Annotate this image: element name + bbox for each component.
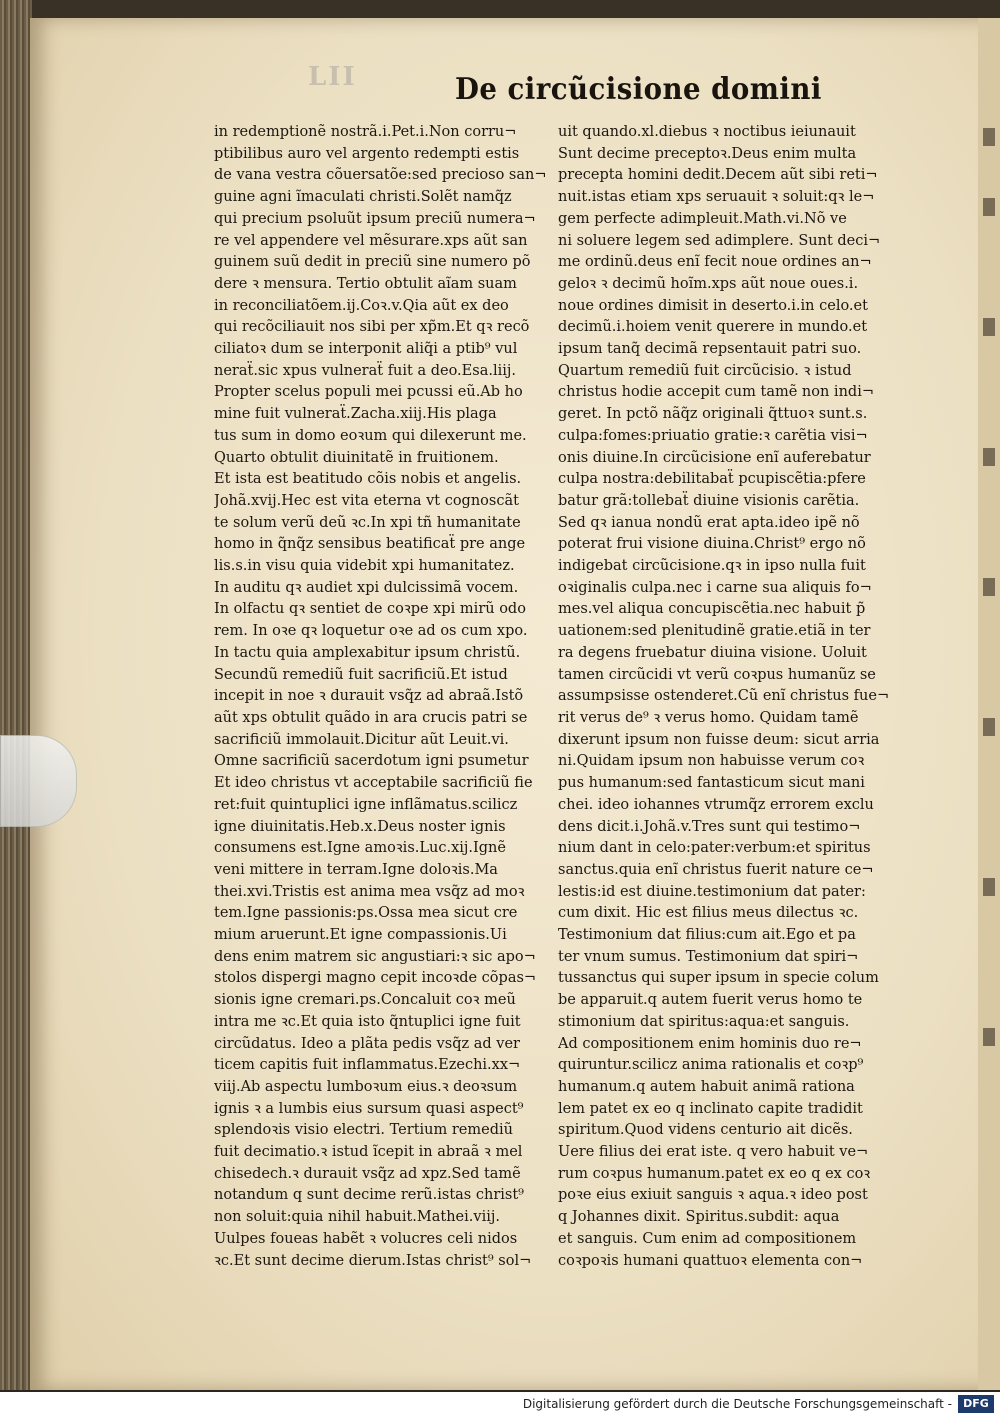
text-line: culpa nostra:debilitabaẗ pcupiscẽtia:pfere	[558, 471, 866, 488]
text-line: Quarto obtulit diuinitatẽ in fruitionem.	[214, 449, 499, 466]
text-line: dens dicit.i.Johã.v.Tres sunt qui testimo¬	[558, 818, 861, 835]
text-line: et sanguis. Cum enim ad compositionem	[558, 1230, 857, 1247]
text-line: intra me ꝛc.Et quia isto q̃ntuplici igne fuit	[214, 1013, 521, 1030]
text-line: assumpsisse ostenderet.Cũ enĩ christus fue¬	[558, 688, 890, 705]
text-line: sanctus.quia enĩ christus fuerit nature ce¬	[558, 861, 874, 878]
text-line: ipsum tanq̃ decimã repsentauit patri suo.	[558, 341, 862, 358]
text-line: Sunt decime preceptoꝛ.Deus enim multa	[558, 145, 857, 162]
text-line: cum dixit. Hic est filius meus dilectus ꝛc.	[558, 905, 859, 922]
text-line: mium aruerunt.Et igne compassionis.Ui	[214, 927, 507, 944]
text-line: thei.xvi.Tristis est anima mea vsq̃z ad moꝛ	[214, 883, 525, 900]
text-line: poterat frui visione diuina.Christ⁹ ergo nõ	[558, 536, 866, 553]
left-column	[214, 122, 574, 1272]
text-line: rem. In oꝛe qꝛ loquetur oꝛe ad os cum xpo.	[214, 623, 528, 640]
text-line: tussanctus qui super ipsum in specie colum	[558, 970, 879, 987]
text-line: In olfactu qꝛ sentiet de coꝛpe xpi mirũ odo	[214, 601, 526, 618]
text-line: aũt xps obtulit quãdo in ara crucis patri se	[214, 709, 528, 726]
text-line: guinem suũ dedit in preciũ sine numero põ	[214, 254, 531, 271]
text-line: batur grã:tollebaẗ diuine visionis carẽtia.	[558, 492, 860, 509]
text-line: circũdatus. Ideo a plãta pedis vsq̃z ad ver	[214, 1035, 520, 1052]
text-line: oꝛiginalis culpa.nec i carne sua aliquis fo¬	[558, 579, 872, 596]
text-line: ꝛc.Et sunt decime dierum.Istas christ⁹ sol¬	[214, 1252, 532, 1269]
text-line: ticem capitis fuit inflammatus.Ezechi.xx¬	[214, 1057, 521, 1074]
text-line: dens enim matrem sic angustiari:ꝛ sic apo¬	[214, 948, 536, 965]
text-line: Secundũ remediũ fuit sacrificiũ.Et istud	[214, 666, 508, 683]
text-line: ra degens fruebatur diuina visione. Uoluit	[558, 644, 867, 661]
text-line: Omne sacrificiũ sacerdotum igni psumetur	[214, 753, 529, 770]
text-line: ciliatoꝛ dum se interponit aliq̃i a ptib⁹ vul	[214, 341, 518, 358]
text-line: notandum q sunt decime rerũ.istas christ⁹	[214, 1187, 524, 1204]
text-line: In tactu quia amplexabitur ipsum christũ.	[214, 644, 521, 661]
text-line: onis diuine.In circũcisione enĩ auferebatur	[558, 449, 871, 466]
text-line: consumens est.Igne amoꝛis.Luc.xij.Ignẽ	[214, 840, 506, 857]
text-line: nium dant in celo:pater:verbum:et spiritus	[558, 840, 871, 857]
text-line: Et ista est beatitudo cõis nobis et angelis.	[214, 471, 522, 488]
text-line: tamen circũcidi vt verũ coꝛpus humanũz se	[558, 666, 876, 683]
text-line: be apparuit.q autem fuerit verus homo te	[558, 992, 863, 1009]
text-line: culpa:fomes:priuatio gratie:ꝛ carẽtia visi¬	[558, 427, 868, 444]
text-line: uationem:sed plenitudinẽ gratie.etiã in ter	[558, 623, 871, 640]
text-line: te solum verũ deũ ꝛc.In xpi tñ humanitate	[214, 514, 521, 531]
book-edge	[0, 0, 32, 1390]
text-line: gem perfecte adimpleuit.Math.vi.Nõ ve	[558, 210, 847, 227]
text-line: fuit decimatio.ꝛ istud ĩcepit in abraã ꝛ mel	[214, 1144, 523, 1161]
text-line: ret:fuit quintuplici igne inflãmatus.scilicz	[214, 796, 518, 813]
text-line: decimũ.i.hoiem venit querere in mundo.et	[558, 319, 868, 336]
text-line: ignis ꝛ a lumbis eius sursum quasi aspect⁹	[214, 1100, 524, 1117]
right-column	[558, 122, 903, 1272]
text-line: sionis igne cremari.ps.Concaluit coꝛ meũ	[214, 992, 516, 1009]
text-line: Ad compositionem enim hominis duo re¬	[558, 1035, 862, 1052]
text-line: neraẗ.sic xpus vulneraẗ fuit a deo.Esa.liij.	[214, 362, 516, 379]
text-line: re vel appendere vel mẽsurare.xps aũt san	[214, 232, 528, 249]
text-line: noue ordines dimisit in deserto.i.in celo.et	[558, 297, 868, 314]
text-line: stimonium dat spiritus:aqua:et sanguis.	[558, 1013, 850, 1030]
text-line: ter vnum sumus. Testimonium dat spiri¬	[558, 948, 859, 965]
text-line: mine fuit vulneraẗ.Zacha.xiij.His plaga	[214, 406, 497, 423]
text-line: Propter scelus populi mei pcussi eũ.Ab ho	[214, 384, 523, 401]
text-line: in reconciliatõem.ij.Coꝛ.v.Qia aũt ex deo	[214, 297, 509, 314]
text-line: q Johannes dixit. Spiritus.subdit: aqua	[558, 1209, 840, 1226]
running-head: De circũcisione domini	[455, 72, 822, 107]
text-line: non soluit:quia nihil habuit.Mathei.viij.	[214, 1209, 500, 1226]
text-line: Uere filius dei erat iste. q vero habuit ve¬	[558, 1144, 869, 1161]
text-line: quiruntur.scilicz anima rationalis et coꝛp⁹	[558, 1057, 864, 1074]
text-line: nuit.istas etiam xps seruauit ꝛ soluit:qꝛ le¬	[558, 189, 875, 206]
text-line: qui recõciliauit nos sibi per xp̃m.Et qꝛ recõ	[214, 319, 530, 336]
text-line: tus sum in domo eoꝛum qui dilexerunt me.	[214, 427, 527, 444]
text-line: stolos dispergi magno cepit incoꝛde cõpas¬	[214, 970, 537, 987]
facing-page-edge	[978, 18, 1000, 1390]
text-line: Sed qꝛ ianua nondũ erat apta.ideo ipẽ nõ	[558, 514, 860, 531]
text-line: coꝛpoꝛis humani quattuoꝛ elementa con¬	[558, 1252, 863, 1269]
text-line: qui precium psoluũt ipsum preciũ numera¬	[214, 210, 536, 227]
text-line: chisedech.ꝛ durauit vsq̃z ad xpz.Sed tamẽ	[214, 1165, 521, 1182]
ghost-folio: LII	[308, 62, 357, 92]
text-line: sacrificiũ immolauit.Dicitur aũt Leuit.vi.	[214, 731, 509, 748]
text-line: poꝛe eius exiuit sanguis ꝛ aqua.ꝛ ideo post	[558, 1187, 868, 1204]
text-line: in redemptionẽ nostrã.i.Pet.i.Non corru¬	[214, 124, 517, 140]
text-line: guine agni ĩmaculati christi.Solẽt namq̃z	[214, 189, 512, 206]
text-line: pus humanum:sed fantasticum sicut mani	[558, 775, 865, 792]
text-line: Quartum remediũ fuit circũcisio. ꝛ istud	[558, 362, 852, 379]
text-line: In auditu qꝛ audiet xpi dulcissimã vocem.	[214, 579, 519, 596]
text-line: rum coꝛpus humanum.patet ex eo q ex coꝛ	[558, 1165, 871, 1182]
footer-bar	[0, 1392, 1000, 1418]
text-line: mes.vel aliqua concupiscẽtia.nec habuit p̃	[558, 601, 866, 618]
page-clip	[0, 735, 77, 827]
text-line: chei. ideo iohannes vtrumq̃z errorem exclu	[558, 796, 874, 813]
text-line: indigebat circũcisione.qꝛ in ipso nulla fuit	[558, 558, 866, 575]
text-line: christus hodie accepit cum tamẽ non indi¬	[558, 384, 874, 401]
text-line: lem patet ex eo q inclinato capite tradidit	[558, 1100, 863, 1117]
text-line: spiritum.Quod videns centurio ait dicẽs.	[558, 1122, 853, 1139]
text-line: lestis:id est diuine.testimonium dat pater:	[558, 883, 866, 900]
text-line: igne diuinitatis.Heb.x.Deus noster ignis	[214, 818, 506, 835]
text-line: Et ideo christus vt acceptabile sacrificiũ fie	[214, 775, 533, 792]
text-line: tem.Igne passionis:ps.Ossa mea sicut cre	[214, 905, 518, 922]
text-line: uit quando.xl.diebus ꝛ noctibus ieiunauit	[558, 124, 856, 140]
text-line: geloꝛ ꝛ decimũ hoĩm.xps aũt noue oues.i.	[558, 275, 859, 292]
text-line: humanum.q autem habuit animã rationa	[558, 1078, 855, 1095]
text-line: rit verus de⁹ ꝛ verus homo. Quidam tamẽ	[558, 709, 859, 726]
funding-note: Digitalisierung gefördert durch die Deutsche Forschungsgemeinschaft -	[522, 1397, 952, 1411]
text-line: Uulpes foueas habẽt ꝛ volucres celi nidos	[214, 1230, 518, 1247]
text-line: me ordinũ.deus enĩ fecit noue ordines an¬	[558, 254, 872, 271]
text-line: Testimonium dat filius:cum ait.Ego et pa	[558, 927, 856, 944]
text-line: splendoꝛis visio electri. Tertium remediũ	[214, 1122, 513, 1139]
text-line: viij.Ab aspectu lumboꝛum eius.ꝛ deoꝛsum	[214, 1078, 518, 1095]
dfg-logo: DFG	[958, 1395, 994, 1413]
text-line: geret. In pctõ nãq̃z originali q̃ttuoꝛ sunt.s.	[558, 406, 868, 423]
text-line: lis.s.in visu quia videbit xpi humanitatez.	[214, 558, 515, 575]
text-line: precepta homini dedit.Decem aũt sibi reti¬	[558, 167, 878, 184]
text-line: ni soluere legem sed adimplere. Sunt deci¬	[558, 232, 881, 249]
text-line: ptibilibus auro vel argento redempti estis	[214, 145, 520, 162]
text-line: incepit in noe ꝛ durauit vsq̃z ad abraã.Istõ	[214, 688, 524, 705]
text-line: veni mittere in terram.Igne doloꝛis.Ma	[214, 861, 498, 878]
text-line: Johã.xvij.Hec est vita eterna vt cognoscãt	[214, 492, 519, 509]
text-line: dere ꝛ mensura. Tertio obtulit aĩam suam	[214, 275, 517, 292]
text-line: homo in q̃nq̃z sensibus beatificaẗ pre ange	[214, 536, 526, 553]
text-line: ni.Quidam ipsum non habuisse verum coꝛ	[558, 753, 865, 770]
text-line: dixerunt ipsum non fuisse deum: sicut arria	[558, 731, 880, 748]
text-line: de vana vestra cõuersatõe:sed precioso san¬	[214, 167, 547, 184]
